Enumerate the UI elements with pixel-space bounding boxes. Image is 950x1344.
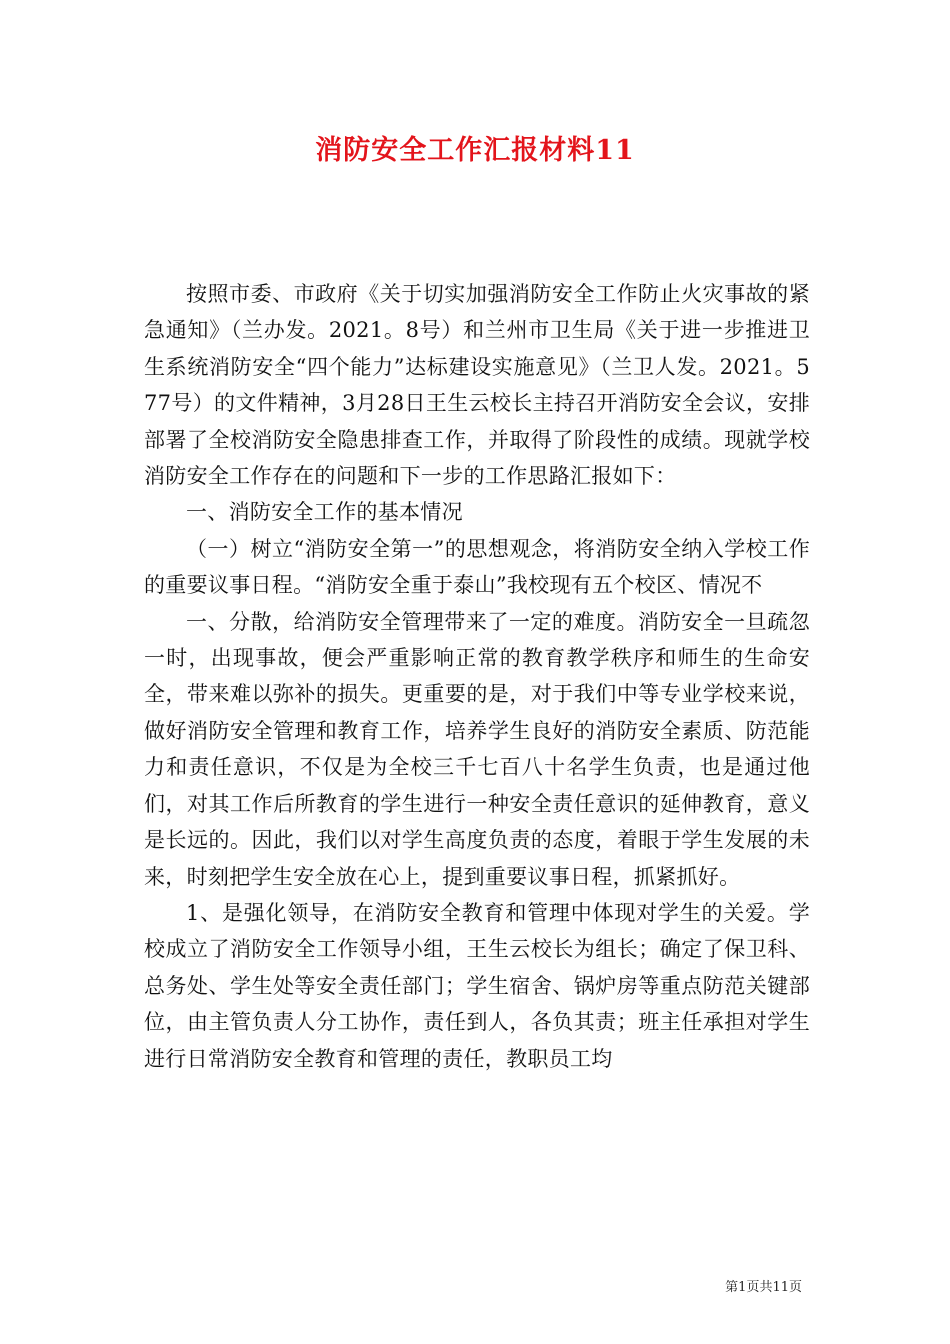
page-footer: 第1页共11页 (725, 1280, 802, 1295)
paragraph-intro: 按照市委、市政府《关于切实加强消防安全工作防止火灾事故的紧急通知》（兰办发。2021。8号）和兰州市卫生局《关于进一步推进卫生系统消防安全“四个能力”达标建设实施意见》（兰卫人发。2021。577号）的文件精神，3月28日王生云校长主持召开消防安全会议，安排部署了全校消防安全隐患排查工作，并取得了阶段性的成绩。现就学校消防安全工作存在的问题和下一步的工作思路汇报如下： (144, 282, 810, 489)
document-body (144, 276, 810, 1077)
section-heading-1: 一、消防安全工作的基本情况 (186, 500, 463, 525)
paragraph-leadership: 1、是强化领导，在消防安全教育和管理中体现对学生的关爱。学校成立了消防安全工作领导小组，王生云校长为组长；确定了保卫科、总务处、学生处等安全责任部门；学生宿舍、锅炉房等重点防范关键部位，由主管负责人分工协作，责任到人，各负其责；班主任承担对学生进行日常消防安全教育和管理的责任，教职员工均 (144, 900, 810, 1071)
paragraph-subsection-1: （一）树立“消防安全第一”的思想观念，将消防安全纳入学校工作的重要议事日程。“消防安全重于泰山”我校现有五个校区、情况不 (144, 536, 810, 598)
document-title: 消防安全工作汇报材料11 (315, 135, 635, 166)
paragraph-dispersed: 一、分散，给消防安全管理带来了一定的难度。消防安全一旦疏忽一时，出现事故，便会严重影响正常的教育教学秩序和师生的生命安全，带来难以弥补的损失。更重要的是，对于我们中等专业学校来说，做好消防安全管理和教育工作，培养学生良好的消防安全素质、防范能力和责任意识，不仅是为全校三千七百八十名学生负责，也是通过他们，对其工作后所教育的学生进行一种安全责任意识的延伸教育，意义是长远的。因此，我们以对学生高度负责的态度，着眼于学生发展的未来，时刻把学生安全放在心上，提到重要议事日程，抓紧抓好。 (144, 609, 810, 889)
